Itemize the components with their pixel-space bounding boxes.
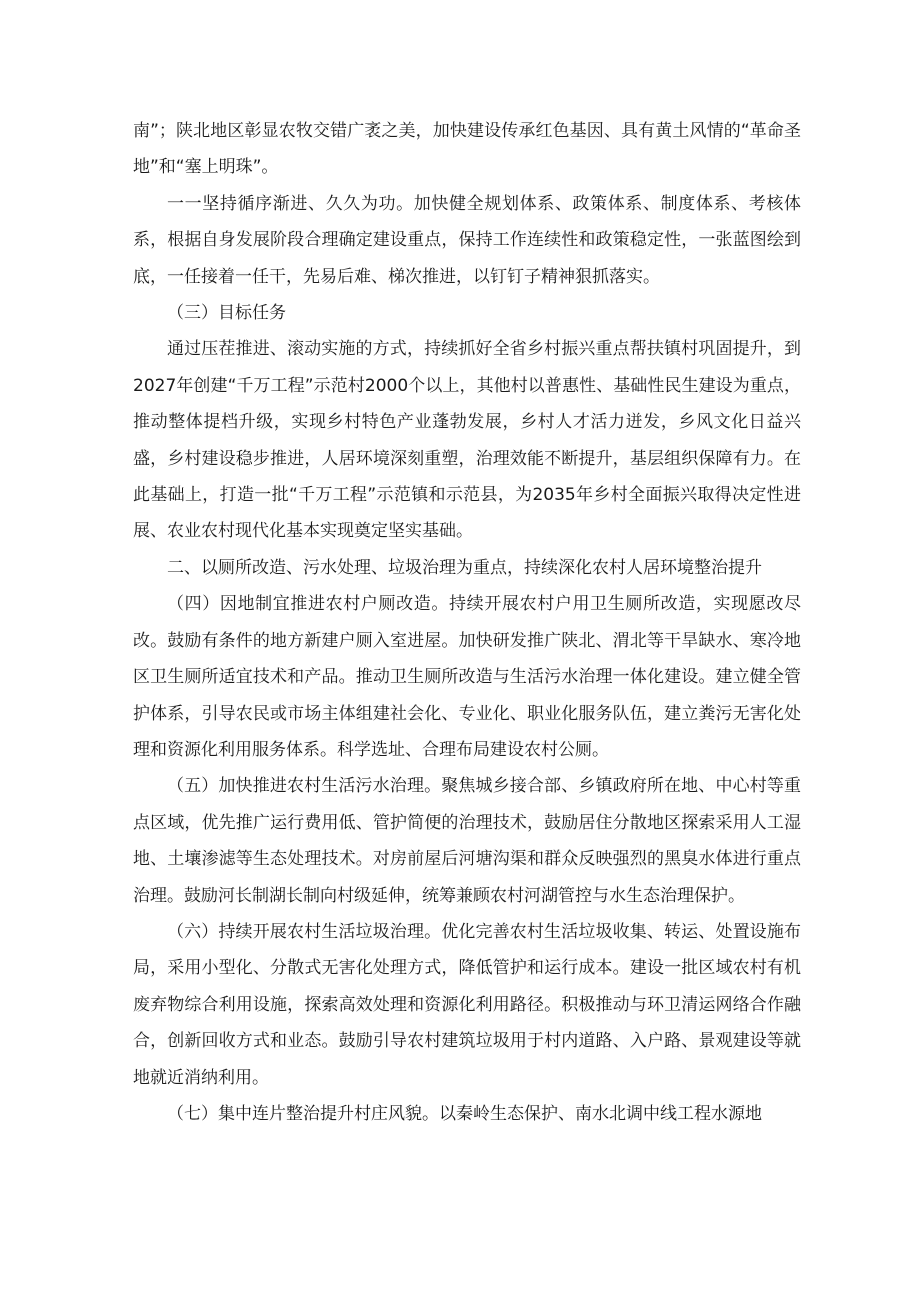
section-heading-goals: （三）目标任务 bbox=[167, 303, 286, 324]
chapter-heading-two: 二、以厕所改造、污水处理、垃圾治理为重点，持续深化农村人居环境整治提升 bbox=[167, 557, 762, 578]
paragraph-principle: 一一坚持循序渐进、久久为功。加快健全规划体系、政策体系、制度体系、考核体系，根据自身发展阶段合理确定建设重点，保持工作连续性和政策稳定性，一张蓝图绘到底，一任接着一任干，先易后难、梯次推进，以钉钉子精神狠抓落实。 bbox=[133, 193, 801, 287]
paragraph-sewage-treatment: （五）加快推进农村生活污水治理。聚焦城乡接合部、乡镇政府所在地、中心村等重点区域，优先推广运行费用低、管护简便的治理技术，鼓励居住分散地区探索采用人工湿地、土壤渗滤等生态处理技术。对房前屋后河塘沟渠和群众反映强烈的黑臭水体进行重点治理。鼓励河长制湖长制向村级延伸，统筹兼顾农村河湖管控与水生态治理保护。 bbox=[133, 776, 801, 906]
paragraph-goals: 通过压茬推进、滚动实施的方式，持续抓好全省乡村振兴重点帮扶镇村巩固提升，到2027年创建“千万工程”示范村2000个以上，其他村以普惠性、基础性民生建设为重点，推动整体提档升级，实现乡村特色产业蓬勃发展，乡村人才活力迸发，乡风文化日益兴盛，乡村建设稳步推进，人居环境深刻重塑，治理效能不断提升，基层组织保障有力。在此基础上，打造一批“千万工程”示范镇和示范县，为2035年乡村全面振兴取得决定性进展、农业农村现代化基本实现奠定坚实基础。 bbox=[133, 339, 801, 542]
document-body bbox=[133, 113, 801, 1132]
paragraph-toilet-renovation: （四）因地制宜推进农村户厕改造。持续开展农村户用卫生厕所改造，实现愿改尽改。鼓励有条件的地方新建户厕入室进屋。加快研发推广陕北、渭北等干旱缺水、寒冷地区卫生厕所适宜技术和产品。推动卫生厕所改造与生活污水治理一体化建设。建立健全管护体系，引导农民或市场主体组建社会化、专业化、职业化服务队伍，建立粪污无害化处理和资源化利用服务体系。科学选址、合理布局建设农村公厕。 bbox=[133, 594, 801, 760]
paragraph-village-appearance: （七）集中连片整治提升村庄风貌。以秦岭生态保护、南水北调中线工程水源地 bbox=[167, 1103, 762, 1124]
paragraph-continuation: 南”；陕北地区彰显农牧交错广袤之美，加快建设传承红色基因、具有黄土风情的“革命圣地”和“塞上明珠”。 bbox=[133, 121, 801, 178]
paragraph-garbage-treatment: （六）持续开展农村生活垃圾治理。优化完善农村生活垃圾收集、转运、处置设施布局，采用小型化、分散式无害化处理方式，降低管护和运行成本。建设一批区域农村有机废弃物综合利用设施，探索高效处理和资源化利用路径。积极推动与环卫清运网络合作融合，创新回收方式和业态。鼓励引导农村建筑垃圾用于村内道路、入户路、景观建设等就地就近消纳利用。 bbox=[133, 921, 801, 1088]
